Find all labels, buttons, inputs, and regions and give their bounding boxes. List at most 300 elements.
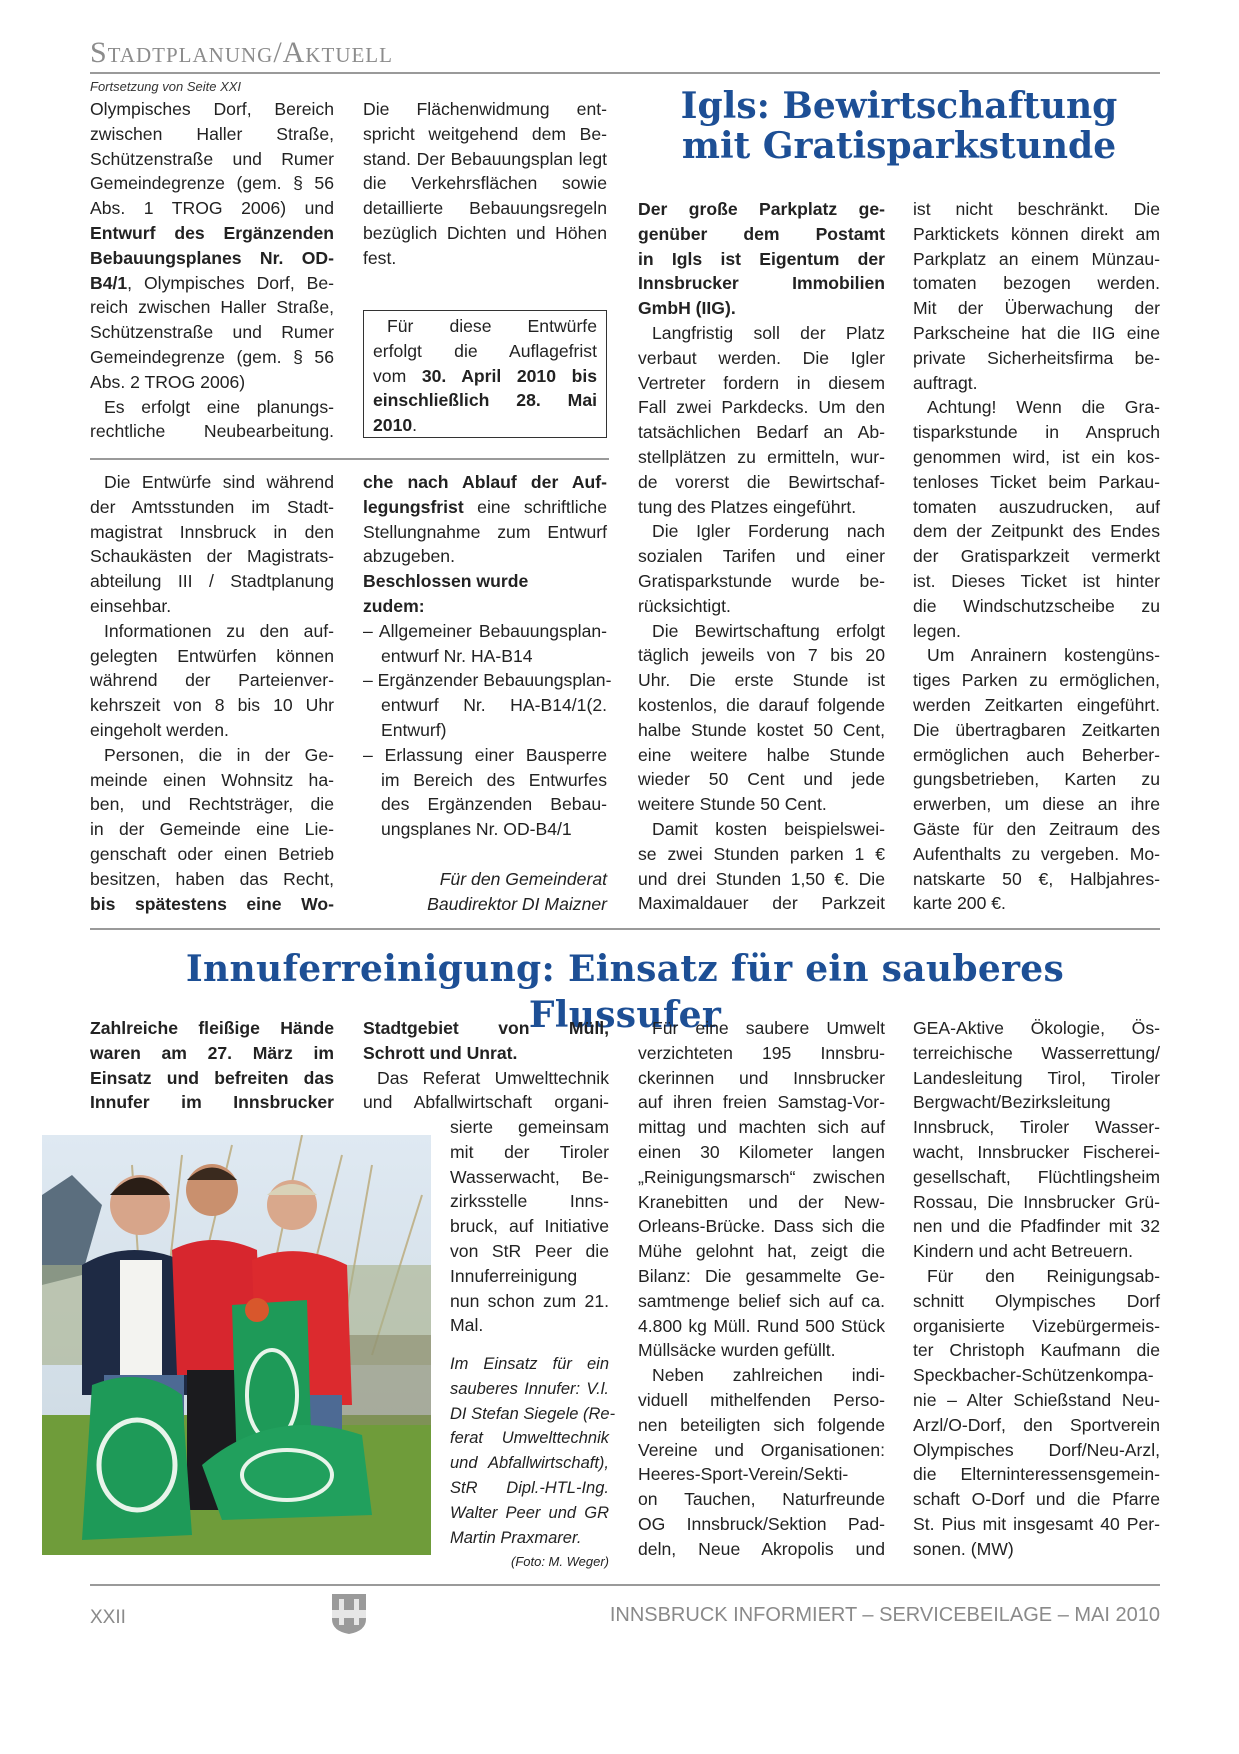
text-line [638,643,885,668]
text-line [90,320,334,345]
text-line [638,891,885,916]
text-line [913,247,1160,272]
text-line [90,1041,334,1066]
text-segment: Müllsäcke wurden gefüllt. [638,1340,836,1361]
text-segment: Parktickets können direkt am [913,223,1160,244]
text-line [638,271,885,296]
text-line [90,147,334,172]
text-segment: Innuferreinigung [450,1265,578,1286]
text-segment: der Gratisparkzeit vermerkt [913,546,1160,567]
text-segment: viduell mithelfenden Perso- [638,1389,885,1410]
text-line [638,321,885,346]
text-line [913,718,1160,743]
text-line [638,792,885,817]
text-line [363,867,607,892]
text-line [90,842,334,867]
text-line [913,1016,1160,1041]
text-segment: legungsfrist [363,496,464,517]
text-line [913,867,1160,892]
text-segment: Speckbacher-Schützenkompa- [913,1365,1154,1386]
text-segment: nie – Alter Schießstand Neu- [913,1389,1160,1410]
text-segment: Gemeindegrenze (gem. § 56 [90,346,334,367]
text-line [913,1041,1160,1066]
text-segment: besitzen, haben das Recht, [90,868,334,889]
text-segment: B4/1 [90,272,128,293]
text-line [90,644,334,669]
text-segment: Arzl/O-Dorf, den Sportverein [913,1414,1160,1435]
text-segment: che nach Ablauf der Auf- [363,472,607,492]
text-line [913,743,1160,768]
text-line [913,1214,1160,1239]
text-segment: Schaukästen der Magistrats- [90,546,334,567]
text-segment: Beschlossen wurde [363,571,529,592]
text-line [638,1190,885,1215]
text-line [913,1413,1160,1438]
text-segment: Wasserwacht, Be- [450,1166,609,1187]
text-segment: on Tauchen, Naturfreunde [638,1489,885,1510]
text-line [638,296,885,321]
text-segment: deln, Neue Akropolis und [638,1538,885,1559]
text-segment: ungsplanes Nr. OD-B4/1 [381,819,572,840]
text-line [638,1239,885,1264]
text-line [373,314,597,339]
text-line [90,544,334,569]
text-line [363,1090,609,1115]
text-line [638,1165,885,1190]
text-line [913,371,1160,396]
text-line [450,1377,609,1402]
text-segment: St. Pius mit insgesamt 40 Per- [913,1513,1160,1534]
text-line [638,1289,885,1314]
text-line [638,569,885,594]
text-segment: ist nicht beschränkt. Die [913,199,1160,219]
text-segment: Abs. 2 TROG 2006) [90,371,246,392]
text-segment: Bergwacht/Bezirksleitung [913,1092,1111,1113]
text-line [90,295,334,320]
text-segment: mit der Tiroler [450,1141,609,1162]
text-segment: eine weitere halbe Stunde [638,744,885,765]
text-segment: Schrott und Unrat. [363,1042,518,1063]
text-line [913,569,1160,594]
publication-title: INNSBRUCK INFORMIERT – SERVICEBEILAGE – MAI 2010 [609,1604,1160,1626]
text-line [638,1512,885,1537]
text-segment: Kindern und acht Betreuern. [913,1241,1134,1262]
text-line [913,1165,1160,1190]
innsbruck-coat-of-arms-icon [331,1593,367,1635]
text-segment: die Verkehrsflächen sowie [363,173,607,194]
text-line [913,1363,1160,1388]
text-line [638,445,885,470]
text-segment: Es erfolgt eine planungs- [104,396,334,417]
text-line [913,296,1160,321]
text-segment: Bilanz: Die gesammelte Ge- [638,1265,885,1286]
text-line [363,644,607,669]
text-segment: – Ergänzender Bebauungsplan- [363,670,612,691]
text-segment: die Windschutzscheibe zu [913,595,1160,616]
text-segment: tung des Platzes eingeführt. [638,496,857,517]
text-segment: einen 30 Kilometer langen [638,1141,885,1162]
text-segment: StR Dipl.-HTL-Ing. [450,1478,609,1497]
text-segment: ckerinnen und Innsbrucker [638,1067,885,1088]
innufer-lead [90,1016,334,1115]
text-line [363,495,607,520]
text-segment: Stadtgebiet von Müll, [363,1018,609,1038]
text-line [638,470,885,495]
text-line [638,767,885,792]
photo-cleanup-volunteers [42,1135,431,1555]
text-line [913,420,1160,445]
text-segment: der Amtsstunden im Stadt- [90,496,334,517]
text-segment: Maximaldauer der Parkzeit [638,893,885,914]
text-line [638,371,885,396]
text-segment: abteilung III / Stadtplanung [90,571,334,592]
text-line [373,364,597,389]
text-line [913,271,1160,296]
text-segment: wacht, Innsbrucker Fischerei- [913,1141,1160,1162]
text-line [913,197,1160,222]
text-segment: Innsbruck, Tiroler Wasser- [913,1117,1160,1138]
text-segment: Vertreter fordern in diesem [638,372,885,393]
text-line [450,1289,609,1314]
text-line [638,668,885,693]
deadline-box-text [373,314,597,438]
text-line [450,1140,609,1165]
text-line [638,1264,885,1289]
text-line [913,1537,1160,1562]
text-line [363,97,607,122]
text-segment: sozialen Tarifen und einer [638,546,885,567]
text-segment: natskarte 50 €, Halbjahres- [913,868,1160,889]
text-segment: Baudirektor DI Maizner [427,893,607,914]
text-segment: de vorerst die Bewirtschaf- [638,471,885,492]
text-segment: 30. April 2010 bis [421,365,597,386]
text-line [90,693,334,718]
text-line [90,171,334,196]
text-segment: Um Anrainern kostengüns- [927,645,1160,666]
text-segment: mittag und machten sich auf [638,1117,885,1138]
text-line [363,817,607,842]
text-segment: genschaft oder einen Betrieb [90,843,334,864]
text-line [638,222,885,247]
text-segment: spricht weitgehend dem Be- [363,123,607,144]
text-segment: abzugeben. [363,546,455,567]
text-segment: genommen wird, ist ein kos- [913,446,1160,467]
text-line [638,1487,885,1512]
text-segment: Damit kosten beispielswei- [652,818,885,839]
text-segment: die Elterninteressensgemein- [913,1464,1160,1485]
text-line [638,693,885,718]
text-line [450,1526,609,1551]
text-segment: täglich jeweils von 7 bis 20 [638,645,885,666]
text-segment: Parkplatz an einem Münzau- [913,248,1160,269]
text-line [363,892,607,917]
text-segment: ter Christoph Kaufmann die [913,1340,1160,1361]
text-segment: Mühe gelohnt hat, zeigt die [638,1241,885,1262]
text-segment: Schützenstraße und Rumer [90,322,334,343]
text-segment: Für eine saubere Umwelt [652,1018,885,1038]
text-line [638,544,885,569]
text-segment: Entwurf) [381,719,447,740]
text-line [450,1352,609,1377]
headline-line-1: Igls: Bewirtschaftung [680,85,1118,127]
text-line [450,1165,609,1190]
text-segment: Die Flächenwidmung ent- [363,99,607,119]
text-segment: im Bereich des Entwurfes [381,769,607,790]
text-segment: (Foto: M. Weger) [510,1554,609,1570]
text-segment: reich zwischen Haller Straße, [90,297,334,318]
text-line [90,345,334,370]
text-segment: – Erlassung einer Bausperre [363,744,607,765]
text-line [913,1190,1160,1215]
text-segment: Der große Parkplatz ge- [638,199,885,219]
text-line [638,1090,885,1115]
text-segment: rücksichtigt. [638,595,731,616]
innufer-column-2-top [363,1016,609,1115]
text-segment: Gäste für den Zeitraum des [913,818,1160,839]
article-igls-headline [638,86,1160,166]
text-segment: Heeres-Sport-Verein/Sekti- [638,1464,849,1485]
text-segment: Neben zahlreichen indi- [652,1365,885,1386]
text-segment: GEA-Aktive Ökologie, Ös- [913,1018,1160,1038]
text-segment: magistrat Innsbruck in den [90,521,334,542]
text-segment: Achtung! Wenn die Gra- [927,397,1160,418]
text-line [450,1189,609,1214]
article-innufer-headline: Innuferreinigung: Einsatz für ein sauberes Flussufer [185,948,1065,1036]
text-segment: GmbH (IIG). [638,298,736,319]
text-line [450,1264,609,1289]
text-line [450,1501,609,1526]
text-line [90,594,334,619]
text-segment: Fall zwei Parkdecks. Um den [638,397,885,418]
text-segment: ermöglichen auch Beherber- [913,744,1160,765]
text-segment: tomaten bezogen werden. [913,273,1160,294]
text-line [638,1338,885,1363]
text-segment: von StR Peer die [450,1240,609,1261]
text-segment: samtmenge belief sich auf ca. [638,1290,885,1311]
text-segment: während der Parteienver- [90,670,334,691]
text-segment: Uhr. Die erste Stunde ist [638,670,885,691]
column-2-bottom [363,470,612,916]
text-segment: Einsatz und befreiten das [90,1067,334,1088]
text-line [450,1426,609,1451]
text-segment: 4.800 kg Müll. Rund 500 Stück [638,1315,885,1336]
text-line [913,842,1160,867]
text-line [638,346,885,371]
text-segment: Landesleitung Tirol, Tiroler [913,1067,1160,1088]
text-segment: DI Stefan Siegele (Re- [450,1404,616,1423]
text-line [90,271,334,296]
text-segment: erfolgt die Auflagefrist [373,340,597,361]
text-segment: terreichische Wasserrettung/ [913,1042,1160,1063]
innufer-column-2-wrap [450,1115,609,1338]
text-segment: in Igls ist Eigentum der [638,248,885,269]
text-line [638,495,885,520]
text-line [363,171,607,196]
text-line [638,197,885,222]
text-line [363,1066,609,1091]
text-line [913,1462,1160,1487]
text-line [638,395,885,420]
text-segment: sierte gemeinsam [450,1117,609,1137]
text-line [373,413,597,438]
column-rule [90,458,609,460]
column-1-top [90,97,334,444]
text-segment: organisierte Vizebürgermeis- [913,1315,1160,1336]
text-line [638,1314,885,1339]
text-line [90,395,334,420]
text-line [638,718,885,743]
text-line [913,693,1160,718]
text-segment: genüber dem Postamt [638,223,885,244]
text-segment: „Reinigungsmarsch“ zwischen [638,1166,885,1187]
text-line [450,1239,609,1264]
text-segment: Vereine und Organisationen: [638,1439,885,1460]
text-segment: – Allgemeiner Bebauungsplan- [363,620,607,641]
text-segment: und Abfallwirtschaft organi- [363,1092,609,1113]
text-line [90,520,334,545]
text-line [363,196,607,221]
text-line [450,1115,609,1140]
text-line [90,867,334,892]
text-segment: gesellschaft, Flüchtlingsheim [913,1166,1160,1187]
text-line [90,1016,334,1041]
text-line [638,619,885,644]
text-line [638,519,885,544]
text-segment: werden Zeitkarten eingeführt. [913,694,1160,715]
text-segment: Das Referat Umwelttechnik [377,1067,609,1088]
text-line [638,1413,885,1438]
section-title: Stadtplanung/Aktuell [90,36,393,69]
text-segment: Mit der Überwachung der [913,298,1160,319]
text-segment: Orleans-Brücke. Dass sich die [638,1216,885,1237]
text-line [363,520,607,545]
text-line [450,1550,609,1575]
text-line [90,768,334,793]
text-line [90,470,334,495]
text-line [913,1066,1160,1091]
text-line [913,222,1160,247]
text-line [363,470,607,495]
text-line [363,619,607,644]
text-segment: einschließlich 28. Mai [373,390,597,411]
text-segment: Entwurf des Ergänzenden [90,222,334,243]
text-line [90,221,334,246]
text-line [450,1313,609,1338]
text-segment: Kranebitten und der New- [638,1191,885,1212]
text-line [638,743,885,768]
text-line [363,768,607,793]
text-segment: Walter Peer und GR [450,1503,609,1522]
text-line [363,246,607,271]
text-line [913,321,1160,346]
text-segment: Für diese Entwürfe [387,316,597,336]
text-line [913,643,1160,668]
text-line [90,122,334,147]
text-segment: OG Innsbruck/Sektion Pad- [638,1513,885,1534]
text-line [638,1066,885,1091]
text-line [913,817,1160,842]
text-line [90,743,334,768]
section-rule [90,928,1160,930]
text-line [90,892,334,917]
text-line [913,594,1160,619]
text-line [913,495,1160,520]
text-segment: und Abfallwirtschaft), [450,1454,609,1473]
text-segment: wieder 50 Cent und jede [638,769,885,790]
text-segment: Rossau, Die Innsbrucker Grü- [913,1191,1160,1212]
text-line [913,544,1160,569]
text-segment: bruck, auf Initiative [450,1216,609,1237]
text-line [638,247,885,272]
text-segment: ist. Dieses Ticket ist hinter [913,570,1160,591]
text-segment: tenloses Ticket beim Parkau- [913,471,1160,492]
text-line [913,470,1160,495]
text-segment: eine schriftliche [463,496,607,517]
text-line [638,842,885,867]
text-segment: verbaut werden. Die Igler [638,347,885,368]
text-segment: tatsächlichen Bedarf an Ab- [638,422,885,443]
text-segment: legen. [913,620,961,641]
text-line [913,346,1160,371]
text-line [90,792,334,817]
text-line [90,569,334,594]
text-segment: schaft O-Dorf und die Pfarre [913,1489,1160,1510]
text-segment: entwurf Nr. HA-B14 [381,645,533,666]
text-line [913,1338,1160,1363]
text-segment: Langfristig soll der Platz [652,322,885,343]
text-line [90,246,334,271]
text-line [638,1363,885,1388]
text-segment: stellplätzen zu ermitteln, wur- [638,446,885,467]
text-segment: Für den Gemeinderat [439,868,607,889]
text-line [363,1016,609,1041]
text-segment: entwurf Nr. HA-B14/1(2. [381,695,607,716]
text-segment: Die Bewirtschaftung erfolgt [652,620,885,641]
text-line [638,1115,885,1140]
text-segment: Martin Praxmarer. [450,1528,582,1547]
text-line [450,1402,616,1427]
text-segment: . [412,415,418,436]
text-line [638,1537,885,1562]
text-segment: Abs. 1 TROG 2006) und [90,198,334,219]
text-segment: zirksstelle Inns- [450,1191,609,1212]
text-segment: auftragt. [913,372,978,393]
text-segment: auf ihren freien Samstag-Vor- [638,1092,885,1113]
text-line [363,569,607,594]
text-line [913,668,1160,693]
text-line [913,1140,1160,1165]
text-line [450,1476,609,1501]
text-segment: gungsbetrieben, Karten zu [913,769,1160,790]
photo-caption [450,1352,616,1575]
footer-rule [90,1584,1160,1586]
text-line [363,718,607,743]
text-segment: tisparkstunde in Anspruch [913,422,1160,443]
text-segment: nun schon zum 21. [450,1290,609,1311]
text-segment: Gratisparkstunde wurde be- [638,570,885,591]
text-segment: bis spätestens eine Wo- [90,893,334,914]
text-segment: nen und die Pfadfinder mit 32 [913,1216,1160,1237]
text-segment: vom [373,365,422,386]
column-1-bottom [90,470,334,916]
text-line [913,1438,1160,1463]
text-segment: kehrszeit von 8 bis 10 Uhr [90,695,334,716]
text-line [363,792,607,817]
text-line [913,1487,1160,1512]
text-segment: Die Igler Forderung nach [652,521,885,542]
text-segment: Stellungnahme zum Entwurf [363,521,607,542]
text-segment: karte 200 €. [913,893,1006,914]
